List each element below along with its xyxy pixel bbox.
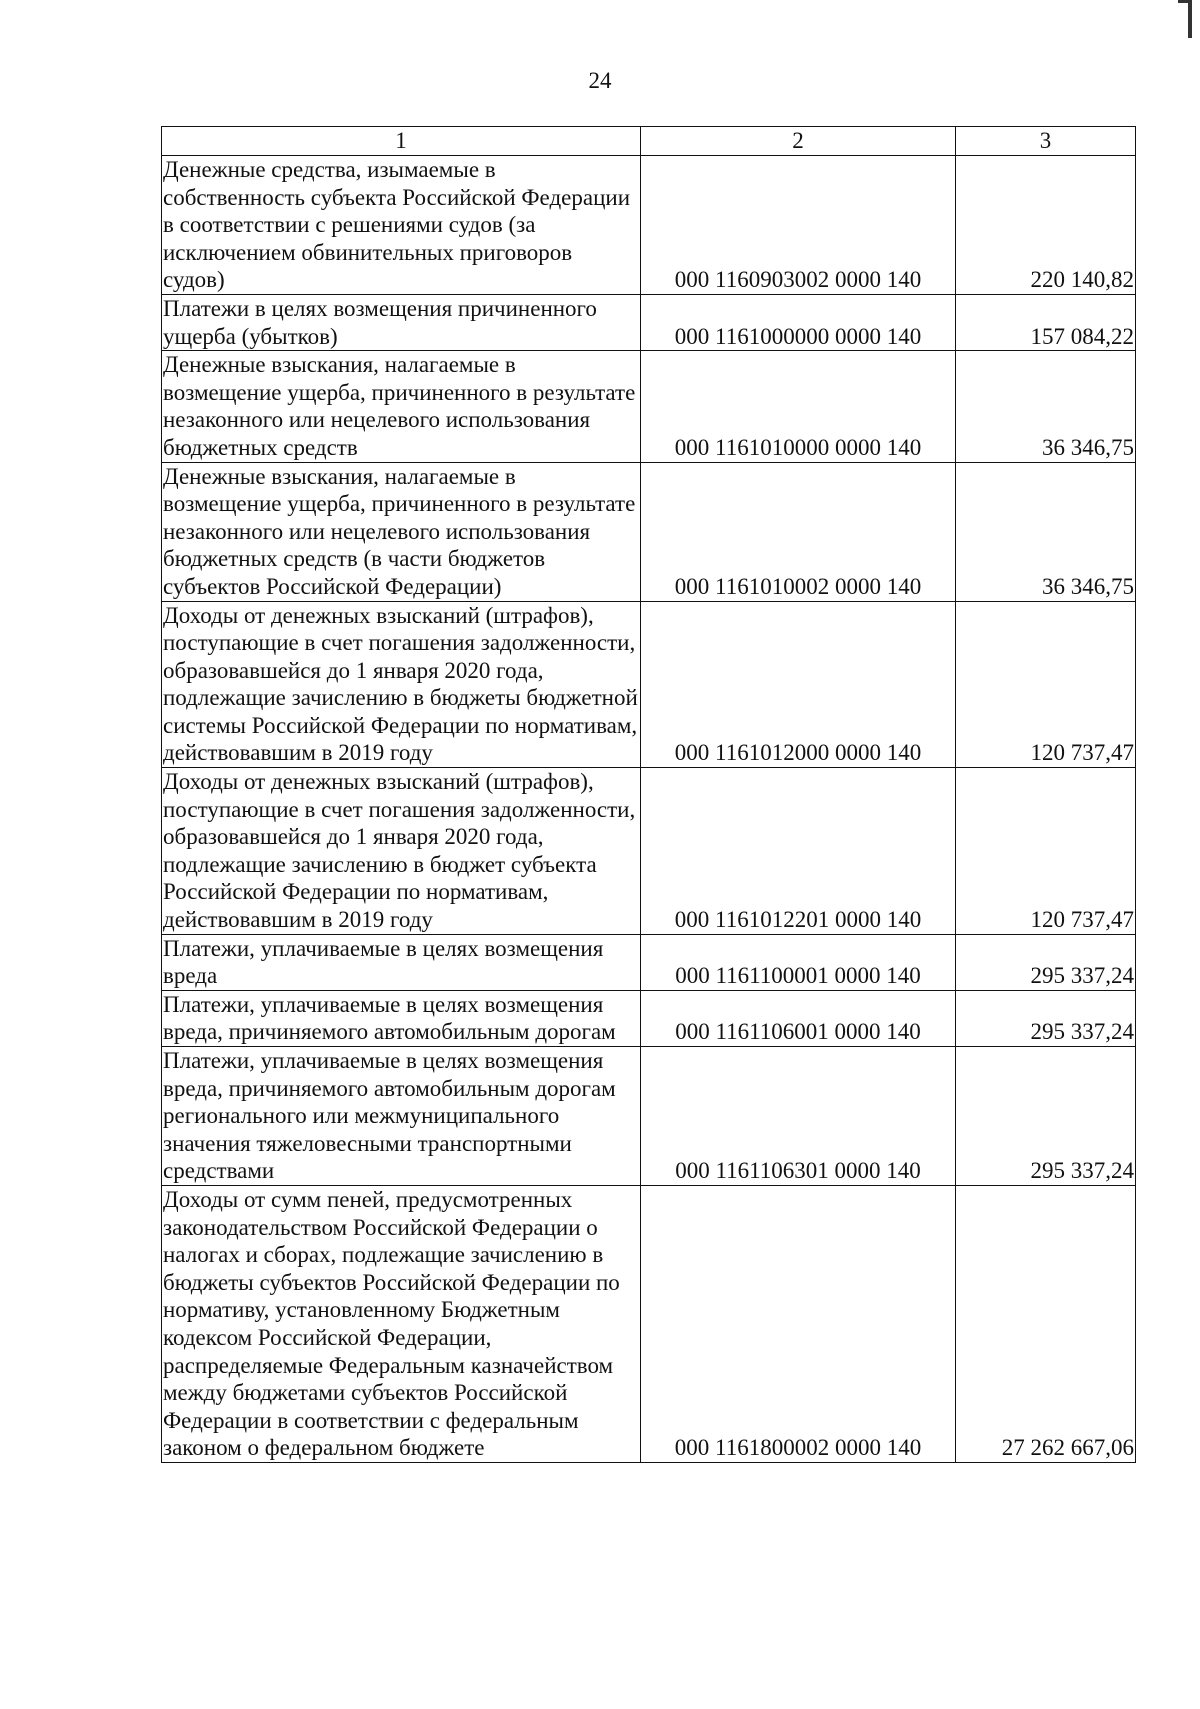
scan-edge-mark [1188, 0, 1192, 38]
amount-cell: 220 140,82 [956, 156, 1136, 295]
table-row [162, 351, 1136, 462]
budget-code-cell: 000 1161106001 0000 140 [641, 990, 956, 1046]
budget-code-cell: 000 1161012000 0000 140 [641, 601, 956, 768]
table-header-row [162, 127, 1136, 156]
income-name-cell: Платежи в целях возмещения причиненного ущерба (убытков) [162, 294, 641, 350]
budget-code-cell: 000 1160903002 0000 140 [641, 156, 956, 295]
page-number: 24 [588, 68, 612, 93]
amount-cell: 157 084,22 [956, 294, 1136, 350]
budget-code-cell: 000 1161100001 0000 140 [641, 934, 956, 990]
income-name-cell: Денежные средства, изымаемые в собственность субъекта Российской Федерации в соответствии с решениями судов (за исключением обвинительных приговоров судов) [162, 156, 641, 295]
budget-code-cell: 000 1161010000 0000 140 [641, 351, 956, 462]
amount-cell: 120 737,47 [956, 768, 1136, 935]
table-row [162, 156, 1136, 295]
income-name-cell: Платежи, уплачиваемые в целях возмещения вреда [162, 934, 641, 990]
table-row [162, 1047, 1136, 1186]
income-name-cell: Платежи, уплачиваемые в целях возмещения вреда, причиняемого автомобильным дорогам [162, 990, 641, 1046]
table-row [162, 294, 1136, 350]
income-name-cell: Доходы от сумм пеней, предусмотренных законодательством Российской Федерации о налогах и сборах, подлежащие зачислению в бюджеты субъектов Российской Федерации по нормативу, установленному Бюджетным кодексом Российской Федерации, распределяемые Федеральным казначейством между бюджетами субъектов Российской Федерации в соответствии с федеральным законом о федеральном бюджете [162, 1185, 641, 1462]
income-name-cell: Денежные взыскания, налагаемые в возмещение ущерба, причиненного в результате незаконного или нецелевого использования бюджетных средств (в части бюджетов субъектов Российской Федерации) [162, 462, 641, 601]
amount-cell: 36 346,75 [956, 462, 1136, 601]
budget-code-cell: 000 1161000000 0000 140 [641, 294, 956, 350]
amount-cell: 295 337,24 [956, 990, 1136, 1046]
amount-cell: 27 262 667,06 [956, 1185, 1136, 1462]
budget-code-cell: 000 1161010002 0000 140 [641, 462, 956, 601]
income-name-cell: Денежные взыскания, налагаемые в возмещение ущерба, причиненного в результате незаконного или нецелевого использования бюджетных средств [162, 351, 641, 462]
budget-code-cell: 000 1161106301 0000 140 [641, 1047, 956, 1186]
amount-cell: 295 337,24 [956, 1047, 1136, 1186]
income-name-cell: Доходы от денежных взысканий (штрафов), поступающие в счет погашения задолженности, образовавшейся до 1 января 2020 года, подлежащие зачислению в бюджет субъекта Российской Федерации по нормативам, действовавшим в 2019 году [162, 768, 641, 935]
table-row [162, 990, 1136, 1046]
table-row [162, 601, 1136, 768]
income-name-cell: Платежи, уплачиваемые в целях возмещения вреда, причиняемого автомобильным дорогам регионального или межмуниципального значения тяжеловесными транспортными средствами [162, 1047, 641, 1186]
budget-code-cell: 000 1161012201 0000 140 [641, 768, 956, 935]
table-row [162, 1185, 1136, 1462]
budget-code-cell: 000 1161800002 0000 140 [641, 1185, 956, 1462]
amount-cell: 120 737,47 [956, 601, 1136, 768]
column-header-3: 3 [956, 127, 1136, 156]
budget-income-table [161, 126, 1136, 1463]
table-row [162, 934, 1136, 990]
amount-cell: 295 337,24 [956, 934, 1136, 990]
amount-cell: 36 346,75 [956, 351, 1136, 462]
income-name-cell: Доходы от денежных взысканий (штрафов), поступающие в счет погашения задолженности, образовавшейся до 1 января 2020 года, подлежащие зачислению в бюджеты бюджетной системы Российской Федерации по нормативам, действовавшим в 2019 году [162, 601, 641, 768]
table-row [162, 768, 1136, 935]
table-row [162, 462, 1136, 601]
column-header-2: 2 [641, 127, 956, 156]
column-header-1: 1 [162, 127, 641, 156]
